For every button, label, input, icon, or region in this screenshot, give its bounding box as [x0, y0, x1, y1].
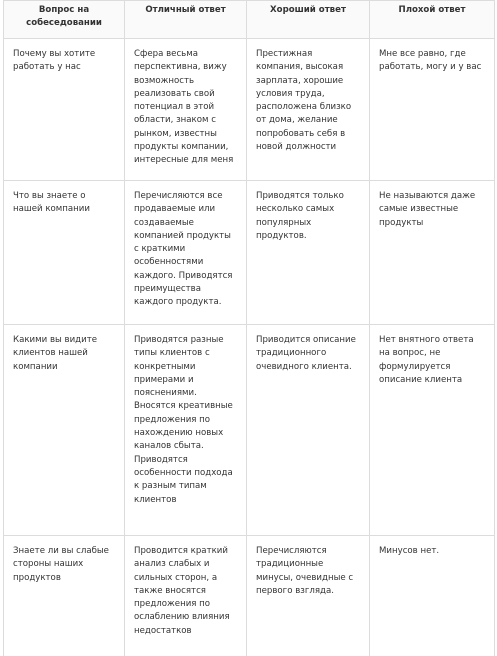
cell-good-answer: Престижная компания, высокая зарплата, хорошие условия труда, расположена близко от дома, желание попробовать себя в новой должности: [247, 39, 370, 181]
cell-question: Что вы знаете о нашей компании: [4, 181, 125, 325]
table-header: [4, 1, 495, 39]
cell-question: Знаете ли вы слабые стороны наших продуктов: [4, 536, 125, 656]
cell-excellent-answer: Приводятся разные типы клиентов с конкретными примерами и пояснениями. Вносятся креативные предложения по нахождению новых каналов сбыта. Приводятся особенности подхода к разным типам клиентов: [125, 325, 247, 536]
cell-excellent-answer: Проводится краткий анализ слабых и сильных сторон, а также вносятся предложения по ослаблению влияния недостатков: [125, 536, 247, 656]
table-body: [4, 39, 495, 656]
cell-good-answer: Приводится описание традиционного очевидного клиента.: [247, 325, 370, 536]
cell-good-answer: Приводятся только несколько самых популярных продуктов.: [247, 181, 370, 325]
header-bad-answer: Плохой ответ: [370, 1, 495, 39]
table-row: [4, 181, 495, 325]
cell-bad-answer: Минусов нет.: [370, 536, 495, 656]
header-excellent-answer: Отличный ответ: [125, 1, 247, 39]
cell-question: Какими вы видите клиентов нашей компании: [4, 325, 125, 536]
table-row: [4, 39, 495, 181]
cell-excellent-answer: Перечисляются все продаваемые или создаваемые компанией продукты с краткими особенностями каждого. Приводятся преимущества каждого продукта.: [125, 181, 247, 325]
table-row: [4, 325, 495, 536]
cell-good-answer: Перечисляются традиционные минусы, очевидные с первого взгляда.: [247, 536, 370, 656]
interview-answers-table: [3, 0, 495, 656]
header-good-answer: Хороший ответ: [247, 1, 370, 39]
table-header-row: [4, 1, 495, 39]
header-question: Вопрос на собеседовании: [4, 1, 125, 39]
cell-excellent-answer: Сфера весьма перспективна, вижу возможность реализовать свой потенциал в этой области, знаком с рынком, известны продукты компании, интересные для меня: [125, 39, 247, 181]
cell-bad-answer: Не называются даже самые известные продукты: [370, 181, 495, 325]
table-row: [4, 536, 495, 656]
cell-bad-answer: Мне все равно, где работать, могу и у вас: [370, 39, 495, 181]
cell-bad-answer: Нет внятного ответа на вопрос, не формулируется описание клиента: [370, 325, 495, 536]
cell-question: Почему вы хотите работать у нас: [4, 39, 125, 181]
